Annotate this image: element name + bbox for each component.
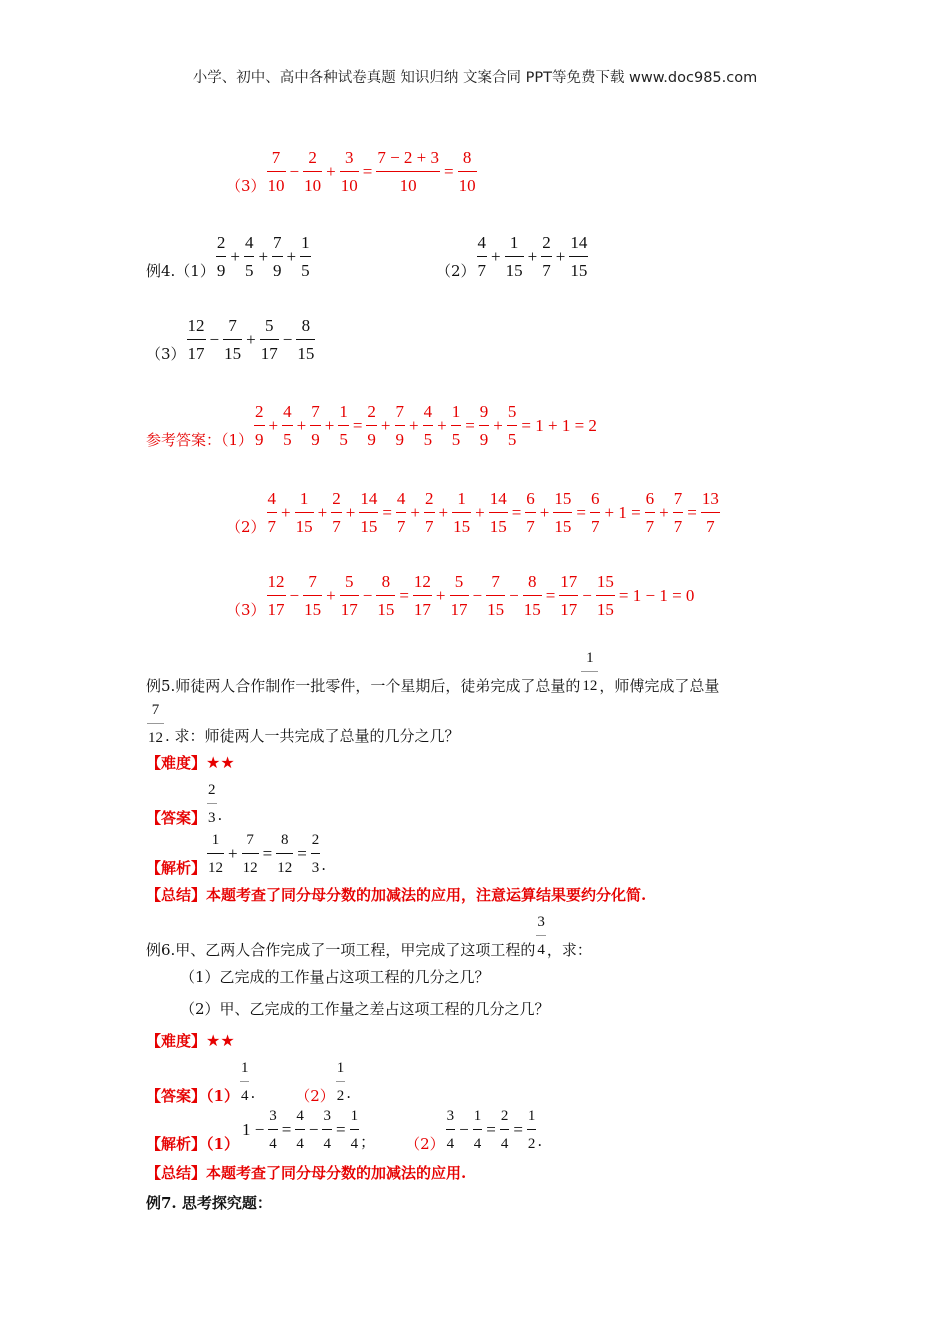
page-header: 小学、初中、高中各种试卷真题 知识归纳 文案合同 PPT等免费下载 www.doc985.com: [192, 70, 758, 86]
example-6-difficulty: 【难度】 ★★: [146, 1031, 235, 1050]
example-6-summary: 【总结】本题考查了同分母分数的加减法的应用.: [146, 1164, 467, 1182]
fraction: 7 10: [267, 148, 285, 195]
example-6-answer: 【答案】（1） 1 4 . （2） 1 2 .: [146, 1060, 352, 1105]
prev-answer-3: （3） 7 10 − 2 10 + 3 10 = 7 − 2 + 3 10 = 8 10: [226, 148, 476, 195]
example-5-analysis: 【解析】 1 12 + 7 12 = 8 12 = 2 3 .: [146, 832, 327, 877]
example-5-summary: 【总结】本题考查了同分母分数的加减法的应用，注意运算结果要约分化简.: [146, 886, 647, 904]
fraction: 7 − 2 + 3 10: [377, 148, 440, 195]
example-7-title: 例7. 思考探究题：: [146, 1194, 272, 1212]
example-4-part-1: 例4.（1） 2 9 + 4 5 + 7 9 + 1 5: [146, 233, 310, 280]
example-4-part-3: （3） 12 17 − 7 15 + 5 17 − 8 15: [146, 316, 315, 363]
reference-answer-1: 参考答案：（1） 2 9 + 4 5 + 7 9 + 1 5 = 2 9 + 7 9 + 4 5 + 1 5 = 9 9 + 5 5 = 1 + 1 = 2: [146, 402, 597, 449]
fraction: 2 10: [304, 148, 322, 195]
example-5-difficulty: 【难度】 ★★: [146, 753, 235, 772]
example-5-question: 例5.师徒两人合作制作一批零件，一个星期后，徒弟完成了总量的 1 12 ，师傅完成了总量: [146, 650, 720, 695]
example-6-q2: （2）甲、乙完成的工作量之差占这项工程的几分之几？: [180, 1000, 550, 1018]
example-4-part-2: （2） 4 7 + 1 15 + 2 7 + 14 15: [436, 233, 588, 280]
reference-answer-2: （2） 4 7 + 1 15 + 2 7 + 14 15 = 4 7 + 2 7 + 1 15 + 14 15 = 6 7 + 15 15 = 6 7 + 1 = 6 7 + 7 7 = 13 7: [226, 489, 719, 536]
example-4-title: 例4.（1）: [146, 261, 215, 280]
example-5-question-line2: 7 12 . 求：师徒两人一共完成了总量的几分之几？: [148, 702, 460, 746]
fraction: 8 10: [458, 148, 476, 195]
reference-answer-3: （3） 12 17 − 7 15 + 5 17 − 8 15 = 12 17 + 5 17 − 7 15 − 8 15 = 17 17 − 15 15 = 1 − 1 = 0: [226, 572, 695, 619]
example-6-question: 例6.甲、乙两人合作完成了一项工程，甲完成了这项工程的 3 4 ，求：: [146, 914, 592, 959]
example-6-analysis: 【解析】（1） 1 − 3 4 = 4 4 − 3 4 = 1 4 ； （2） 3 4 − 1 4 = 2 4 = 1 2 .: [146, 1108, 543, 1153]
fraction: 3 10: [340, 148, 358, 195]
example-5-answer: 【答案】 2 3 .: [146, 782, 223, 827]
example-6-q1: （1）乙完成的工作量占这项工程的几分之几？: [180, 968, 490, 986]
